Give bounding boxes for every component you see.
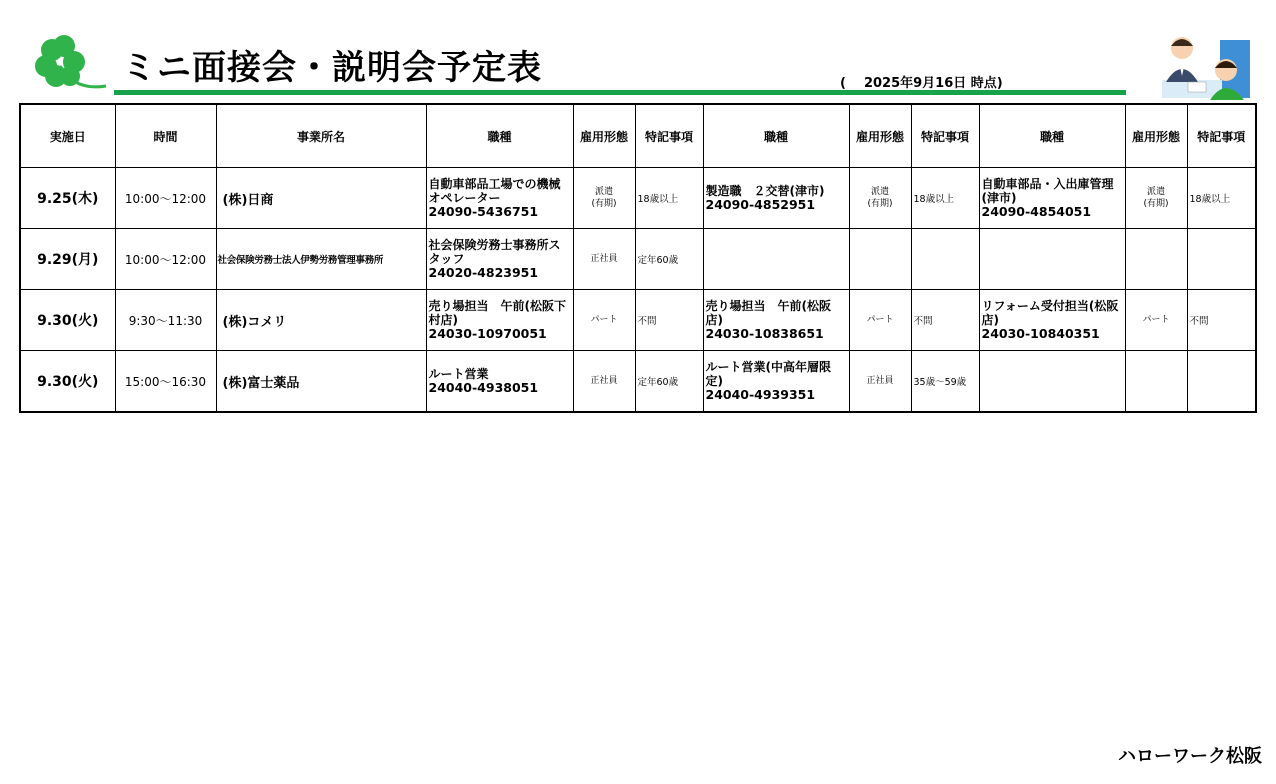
cell-date: 9.29(月) (20, 229, 115, 290)
cell-company: (株)日商 (216, 168, 426, 229)
cell-employment (573, 351, 635, 413)
as-of-open-paren: ( (840, 76, 846, 91)
job-number: 24090-4854051 (981, 204, 1092, 219)
job-number: 24020-4823951 (428, 265, 539, 280)
table-row (20, 290, 1256, 351)
header-employment-1: 雇用形態 (573, 104, 635, 168)
cell-job (703, 168, 849, 229)
cell-note (1187, 351, 1256, 413)
interview-illustration (1160, 32, 1254, 100)
employment-type: 正社員 (590, 376, 618, 386)
cell-job (426, 229, 573, 290)
employment-type: 正社員 (590, 254, 618, 264)
job-number: 24040-4938051 (428, 380, 539, 395)
cell-note: 18歳以上 (1187, 168, 1256, 229)
job-number: 24030-10838651 (705, 326, 824, 341)
header-notes-2: 特記事項 (911, 104, 979, 168)
cell-employment (849, 168, 911, 229)
employment-type: 正社員 (866, 376, 894, 386)
as-of-date (840, 72, 1003, 91)
job-title: 製造職 ２交替(津市) (705, 184, 825, 198)
header-date: 実施日 (20, 104, 115, 168)
cell-note: 不問 (911, 290, 979, 351)
as-of-text: 2025年9月16日 時点) (863, 76, 1003, 91)
employment-type: 派遣 (594, 187, 613, 197)
cell-job (979, 351, 1125, 413)
table-row (20, 351, 1256, 413)
cell-note: 18歳以上 (911, 168, 979, 229)
cell-employment (1125, 168, 1187, 229)
cell-note: 不問 (1187, 290, 1256, 351)
cell-job (426, 351, 573, 413)
cell-employment (849, 351, 911, 413)
job-title: 自動車部品・入出庫管理(津市) (981, 177, 1114, 205)
header-row (20, 104, 1256, 168)
cell-date: 9.25(木) (20, 168, 115, 229)
cell-date: 9.30(火) (20, 290, 115, 351)
cell-employment (849, 229, 911, 290)
employment-term: (有期) (867, 199, 893, 209)
cell-employment (573, 290, 635, 351)
cell-note: 不問 (635, 290, 703, 351)
cell-employment (573, 229, 635, 290)
cell-note (1187, 229, 1256, 290)
job-number: 24090-4852951 (705, 197, 816, 212)
cell-time: 10:00～12:00 (115, 168, 216, 229)
cell-employment (573, 168, 635, 229)
cell-note: 定年60歳 (635, 351, 703, 413)
header-job-3: 職種 (979, 104, 1125, 168)
cell-time: 15:00～16:30 (115, 351, 216, 413)
header-job-1: 職種 (426, 104, 573, 168)
cell-note (911, 229, 979, 290)
header-time: 時間 (115, 104, 216, 168)
job-number: 24030-10970051 (428, 326, 547, 341)
employment-type: パート (1142, 315, 1170, 325)
job-title: ルート営業 (428, 367, 489, 381)
cell-job (703, 290, 849, 351)
cell-employment (1125, 351, 1187, 413)
cell-job (426, 168, 573, 229)
cell-note: 18歳以上 (635, 168, 703, 229)
cell-company: (株)富士薬品 (216, 351, 426, 413)
job-title: 売り場担当 午前(松阪下村店) (428, 299, 566, 327)
table-row (20, 229, 1256, 290)
schedule-table (19, 103, 1257, 413)
cell-time: 10:00～12:00 (115, 229, 216, 290)
cell-job (979, 229, 1125, 290)
employment-type: パート (866, 315, 894, 325)
cell-employment (1125, 229, 1187, 290)
cell-note: 定年60歳 (635, 229, 703, 290)
footer-office-name: ハローワーク松阪 (1118, 746, 1262, 767)
employment-type: 派遣 (870, 187, 889, 197)
cell-date: 9.30(火) (20, 351, 115, 413)
job-title: リフォーム受付担当(松阪店) (981, 299, 1119, 327)
cell-employment (1125, 290, 1187, 351)
cell-company: (株)コメリ (216, 290, 426, 351)
cell-company: 社会保険労務士法人伊勢労務管理事務所 (216, 229, 426, 290)
page-title: ミニ面接会・説明会予定表 (122, 48, 542, 88)
clover-icon (30, 34, 108, 94)
cell-job (703, 351, 849, 413)
cell-job (703, 229, 849, 290)
cell-note: 35歳～59歳 (911, 351, 979, 413)
table-row (20, 168, 1256, 229)
header-notes-3: 特記事項 (1187, 104, 1256, 168)
header-employment-3: 雇用形態 (1125, 104, 1187, 168)
job-title: 売り場担当 午前(松阪店) (705, 299, 831, 327)
job-title: ルート営業(中高年層限定) (705, 360, 831, 388)
employment-term: (有期) (1143, 199, 1169, 209)
job-title: 社会保険労務士事務所スタッフ (428, 238, 561, 266)
header-employment-2: 雇用形態 (849, 104, 911, 168)
cell-time: 9:30～11:30 (115, 290, 216, 351)
job-number: 24030-10840351 (981, 326, 1100, 341)
job-number: 24090-5436751 (428, 204, 539, 219)
employment-type: パート (590, 315, 618, 325)
cell-job (979, 290, 1125, 351)
employment-term: (有期) (591, 199, 617, 209)
cell-job (979, 168, 1125, 229)
job-title: 自動車部品工場での機械オペレーター (428, 177, 561, 205)
header-notes-1: 特記事項 (635, 104, 703, 168)
job-number: 24040-4939351 (705, 387, 816, 402)
header-company: 事業所名 (216, 104, 426, 168)
employment-type: 派遣 (1146, 187, 1165, 197)
header-job-2: 職種 (703, 104, 849, 168)
cell-job (426, 290, 573, 351)
cell-employment (849, 290, 911, 351)
